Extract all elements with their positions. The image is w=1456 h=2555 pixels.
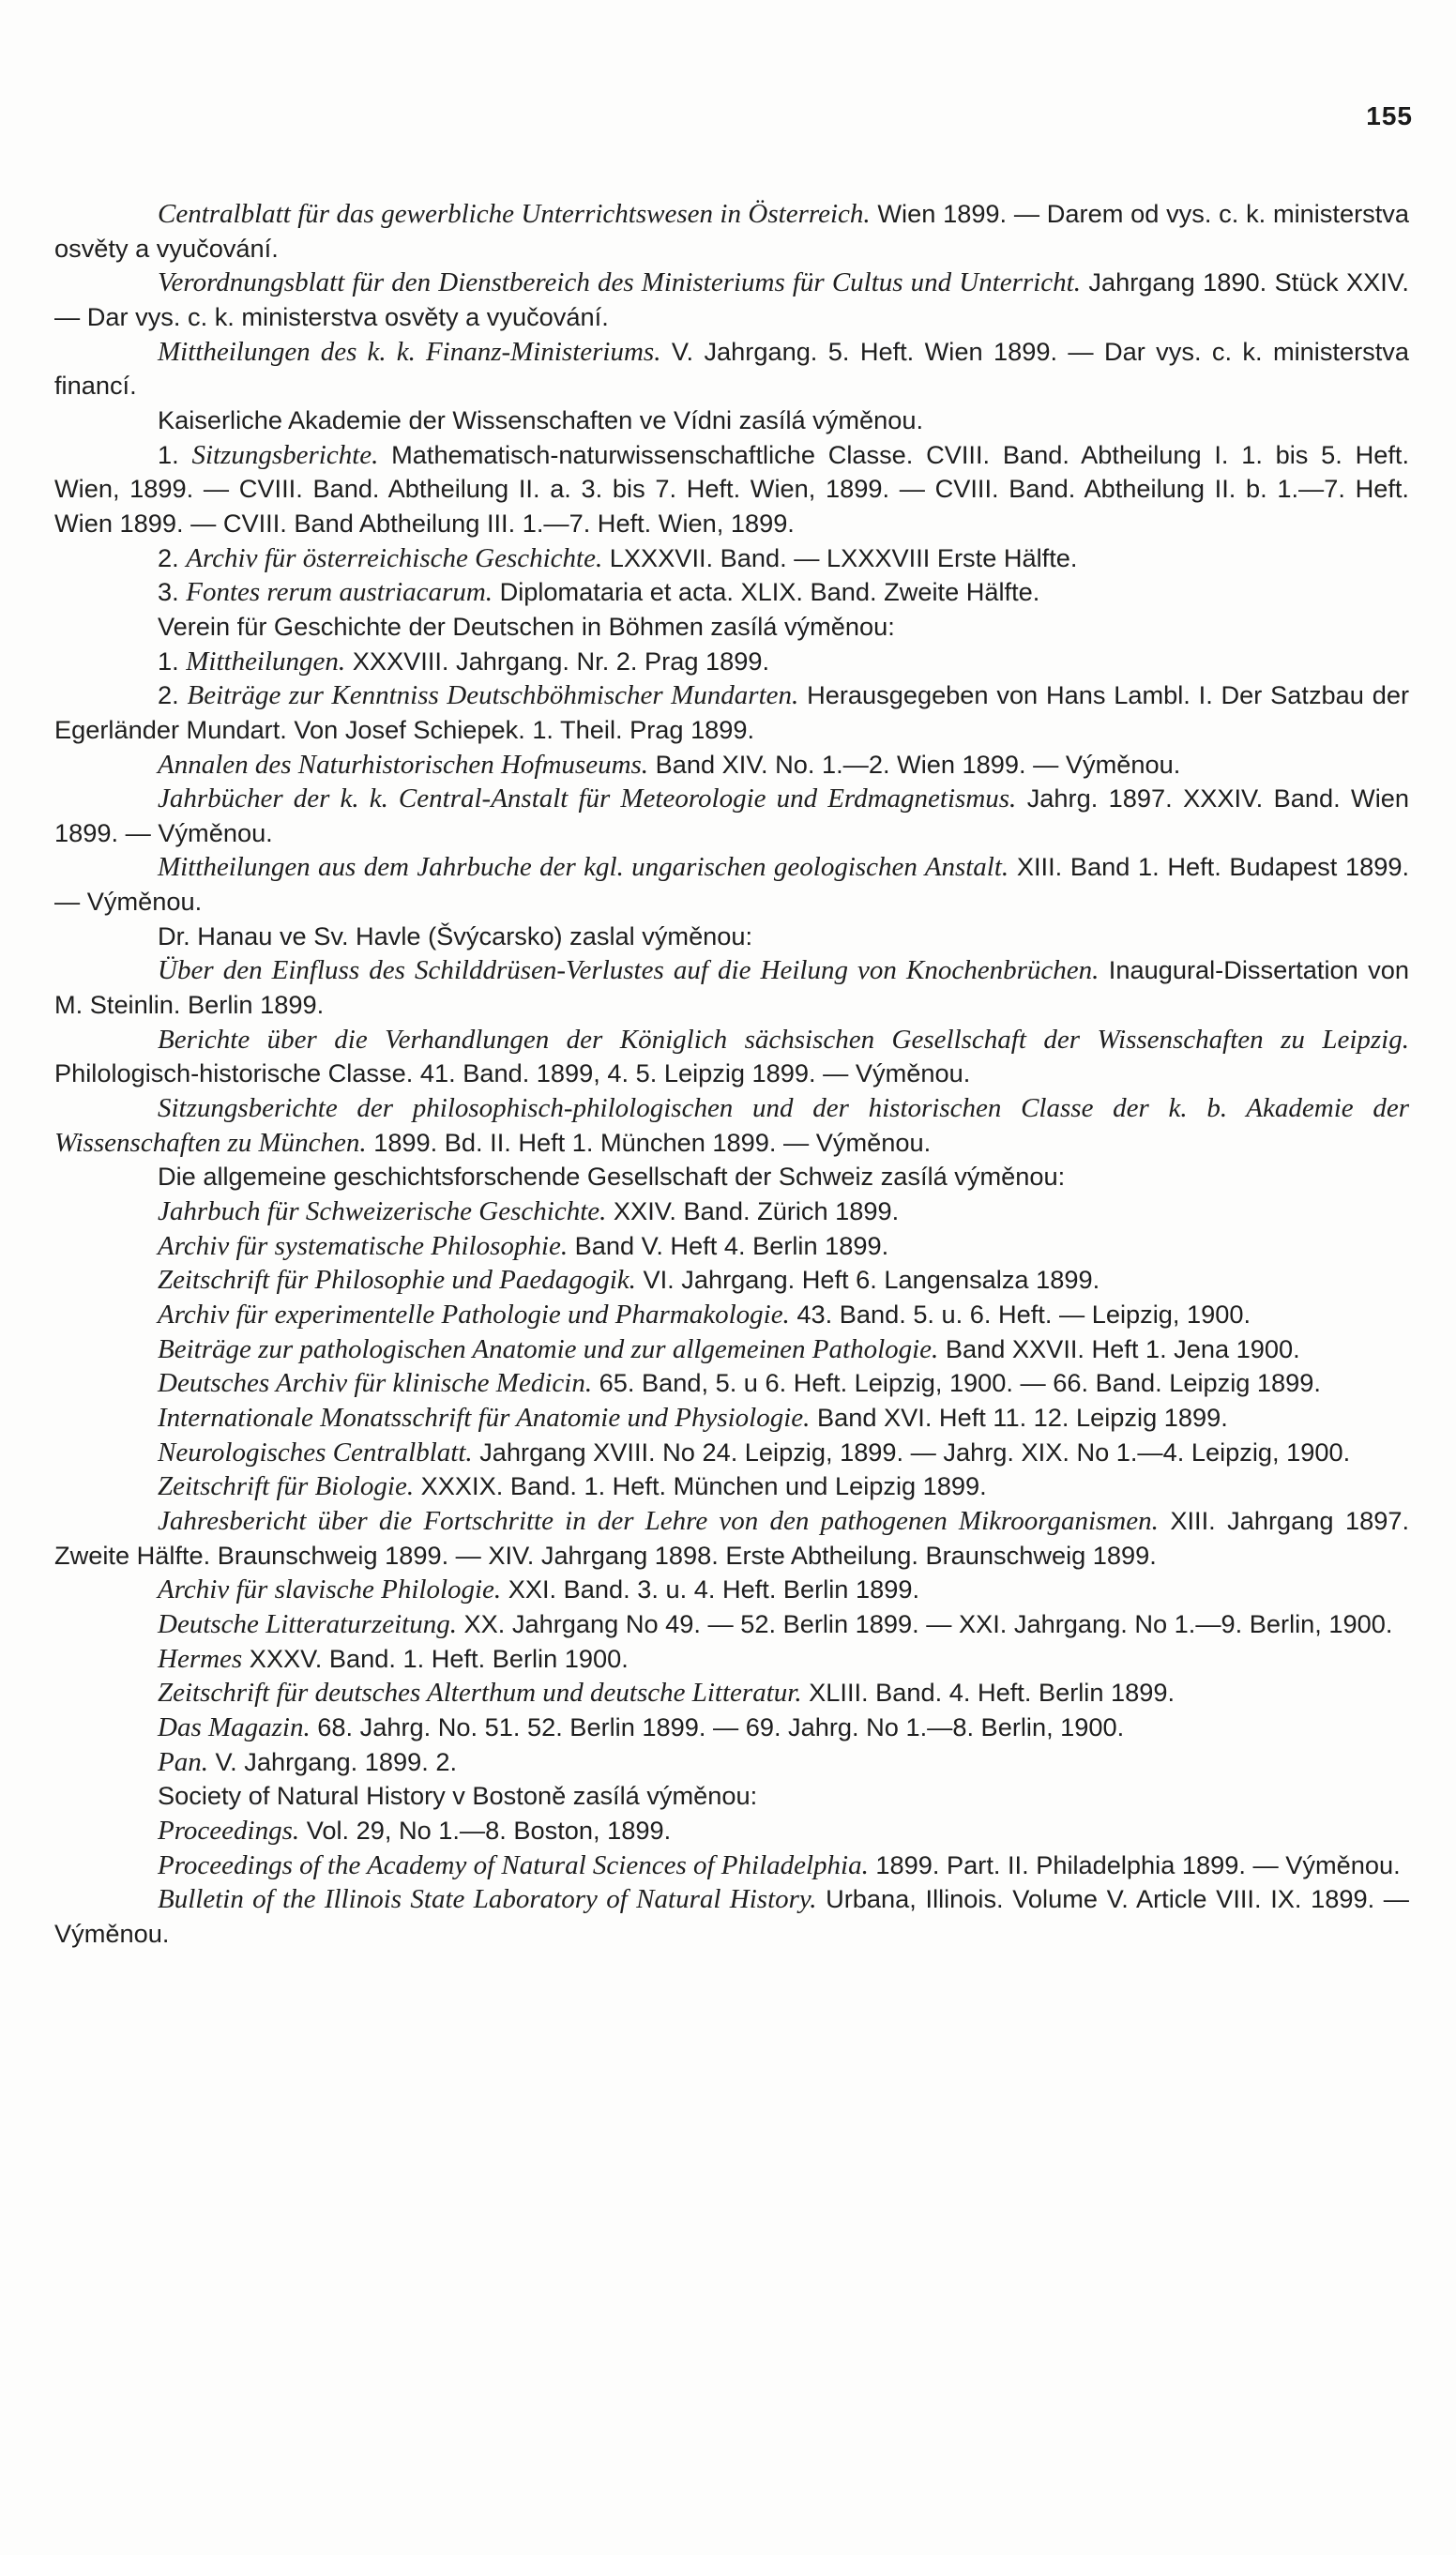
entry-title: Jahresbericht über die Fortschritte in der Lehre von den pathogenen Mikroorganismen. bbox=[158, 1505, 1159, 1536]
entry-text: Die allgemeine geschichtsforschende Gesellschaft der Schweiz zasílá výměnou: bbox=[158, 1162, 1066, 1192]
entry-32 bbox=[54, 1676, 1409, 1711]
entry-title: Mittheilungen aus dem Jahrbuche der kgl. ungarischen geologischen Anstalt. bbox=[158, 852, 1009, 883]
bibliography-list bbox=[54, 197, 1409, 1951]
entry-38 bbox=[54, 1882, 1409, 1951]
entry-text: V. Jahrgang. 1899. 2. bbox=[207, 1746, 458, 1776]
entry-text: 43. Band. 5. u. 6. Heft. — Leipzig, 1900. bbox=[789, 1300, 1251, 1329]
entry-text: 2. bbox=[158, 680, 188, 710]
entry-title: Archiv für systematische Philosophie. bbox=[158, 1230, 569, 1261]
entry-22 bbox=[54, 1298, 1409, 1332]
entry-title: Archiv für österreichische Geschichte. bbox=[186, 542, 603, 573]
entry-title: Deutsche Litteraturzeitung. bbox=[158, 1608, 457, 1639]
entry-title: Centralblatt für das gewerbliche Unterrichtswesen in Österreich. bbox=[158, 199, 871, 229]
entry-text: 3. bbox=[158, 577, 187, 607]
entry-34 bbox=[54, 1745, 1409, 1780]
entry-11 bbox=[54, 748, 1409, 783]
entry-title: Pan. bbox=[158, 1746, 208, 1777]
entry-text: Band XXVII. Heft 1. Jena 1900. bbox=[938, 1333, 1300, 1363]
entry-7 bbox=[54, 575, 1409, 610]
entry-10 bbox=[54, 678, 1409, 747]
entry-title: Beiträge zur Kenntniss Deutschböhmischer Mundarten. bbox=[187, 680, 799, 711]
entry-16 bbox=[54, 1023, 1409, 1091]
entry-text: Philologisch-historische Classe. 41. Band. 1899, 4. 5. Leipzig 1899. — Výměnou. bbox=[54, 1058, 971, 1088]
entry-title: Zeitschrift für deutsches Alterthum und deutsche Litteratur. bbox=[158, 1678, 802, 1709]
entry-text: Band V. Heft 4. Berlin 1899. bbox=[568, 1230, 889, 1260]
entry-text: Diplomataria et acta. XLIX. Band. Zweite Hälfte. bbox=[493, 577, 1040, 607]
entry-text: 1899. Bd. II. Heft 1. München 1899. — Výměnou. bbox=[366, 1127, 932, 1157]
entry-text: Dr. Hanau ve Sv. Havle (Švýcarsko) zaslal výměnou: bbox=[158, 920, 753, 951]
entry-12 bbox=[54, 782, 1409, 850]
entry-36 bbox=[54, 1814, 1409, 1848]
entry-text: 2. bbox=[158, 542, 187, 572]
entry-5 bbox=[54, 438, 1409, 541]
entry-text: Mathematisch-naturwissenschaftliche Classe. CVIII. Band. Abtheilung I. 1. bis 5. Heft. Wien, 1899. — CVIII. Band. Abtheilung II. a. 3. bis 7. Heft. Wien, 1899. — CVIII. Band. Abtheilung II. b. 1.—7. Heft. Wien 1899. — CVIII. Band Abtheilung III. 1.—7. Heft. Wien, 1899. bbox=[54, 439, 1409, 538]
entry-text: 1. bbox=[158, 439, 192, 469]
entry-title: Über den Einfluss des Schilddrüsen-Verlustes auf die Heilung von Knochenbrüchen. bbox=[158, 955, 1100, 986]
entry-text: Wien 1899. — Darem od vys. c. k. ministerstva osvěty a vyučování. bbox=[54, 199, 1409, 263]
entry-text: Inaugural-Dissertation von M. Steinlin. Berlin 1899. bbox=[54, 955, 1409, 1020]
entry-title: Das Magazin. bbox=[158, 1711, 311, 1742]
entry-text: Kaiserliche Akademie der Wissenschaften ve Vídni zasílá výměnou. bbox=[158, 404, 924, 434]
entry-18 bbox=[54, 1160, 1409, 1194]
entry-text: XXIV. Band. Zürich 1899. bbox=[606, 1196, 900, 1226]
entry-9 bbox=[54, 645, 1409, 679]
entry-23 bbox=[54, 1332, 1409, 1367]
entry-title: Internationale Monatsschrift für Anatomie und Physiologie. bbox=[158, 1402, 811, 1433]
entry-24 bbox=[54, 1366, 1409, 1401]
entry-text: Vol. 29, No 1.—8. Boston, 1899. bbox=[299, 1815, 672, 1845]
entry-text: Jahrgang 1890. Stück XXIV. — Dar vys. c. k. ministerstva osvěty a vyučování. bbox=[54, 267, 1409, 331]
entry-text: XXXVIII. Jahrgang. Nr. 2. Prag 1899. bbox=[345, 646, 770, 676]
entry-text: Band XVI. Heft 11. 12. Leipzig 1899. bbox=[810, 1402, 1228, 1432]
entry-27 bbox=[54, 1469, 1409, 1504]
entry-text: Urbana, Illinois. Volume V. Article VIII. IX. 1899. — Výměnou. bbox=[54, 1884, 1409, 1948]
entry-title: Mittheilungen. bbox=[186, 646, 346, 677]
entry-20 bbox=[54, 1229, 1409, 1264]
entry-text: Verein für Geschichte der Deutschen in Böhmen zasílá výměnou: bbox=[158, 611, 895, 641]
entry-text: VI. Jahrgang. Heft 6. Langensalza 1899. bbox=[635, 1265, 1100, 1295]
entry-title: Beiträge zur pathologischen Anatomie und zur allgemeinen Pathologie. bbox=[158, 1333, 939, 1364]
entry-8 bbox=[54, 610, 1409, 645]
entry-37 bbox=[54, 1848, 1409, 1883]
entry-title: Zeitschrift für Biologie. bbox=[158, 1471, 415, 1502]
entry-text: Jahrg. 1897. XXXIV. Band. Wien 1899. — Výměnou. bbox=[54, 783, 1409, 847]
entry-text: XXXIX. Band. 1. Heft. München und Leipzig 1899. bbox=[414, 1471, 987, 1501]
entry-17 bbox=[54, 1091, 1409, 1160]
entry-1 bbox=[54, 197, 1409, 266]
entry-text: Herausgegeben von Hans Lambl. I. Der Satzbau der Egerländer Mundart. Von Josef Schiepek. 1. Theil. Prag 1899. bbox=[54, 680, 1410, 744]
entry-text: Band XIV. No. 1.—2. Wien 1899. — Výměnou. bbox=[648, 749, 1181, 779]
entry-text: XIII. Jahrgang 1897. Zweite Hälfte. Braunschweig 1899. — XIV. Jahrgang 1898. Erste Abtheilung. Braunschweig 1899. bbox=[54, 1505, 1409, 1570]
entry-title: Sitzungsberichte der philosophisch-philologischen und der historischen Classe der k. b. Akademie der Wissenschaften zu München. bbox=[54, 1093, 1409, 1158]
entry-25 bbox=[54, 1401, 1409, 1436]
entry-33 bbox=[54, 1711, 1409, 1745]
entry-30 bbox=[54, 1607, 1409, 1642]
entry-title: Zeitschrift für Philosophie und Paedagogik. bbox=[158, 1265, 636, 1296]
entry-text: 68. Jahrg. No. 51. 52. Berlin 1899. — 69. Jahrg. No 1.—8. Berlin, 1900. bbox=[310, 1711, 1125, 1741]
entry-31 bbox=[54, 1642, 1409, 1677]
entry-title: Proceedings. bbox=[158, 1815, 300, 1846]
entry-26 bbox=[54, 1436, 1409, 1470]
entry-text: 1899. Part. II. Philadelphia 1899. — Výměnou. bbox=[868, 1849, 1401, 1879]
entry-text: 65. Band, 5. u 6. Heft. Leipzig, 1900. — 66. Band. Leipzig 1899. bbox=[592, 1368, 1321, 1398]
entry-text: Society of Natural History v Bostoně zasílá výměnou: bbox=[158, 1781, 758, 1811]
entry-text: LXXXVII. Band. — LXXXVIII Erste Hälfte. bbox=[602, 542, 1078, 572]
entry-35 bbox=[54, 1779, 1409, 1814]
entry-2 bbox=[54, 266, 1409, 334]
entry-text: XIII. Band 1. Heft. Budapest 1899. — Výměnou. bbox=[54, 852, 1410, 917]
entry-title: Deutsches Archiv für klinische Medicin. bbox=[158, 1368, 593, 1399]
entry-6 bbox=[54, 541, 1409, 576]
entry-text: V. Jahrgang. 5. Heft. Wien 1899. — Dar vys. c. k. ministerstva financí. bbox=[54, 336, 1410, 401]
entry-title: Archiv für experimentelle Pathologie und Pharmakologie. bbox=[158, 1300, 790, 1330]
entry-text: XXI. Band. 3. u. 4. Heft. Berlin 1899. bbox=[501, 1574, 920, 1604]
entry-13 bbox=[54, 850, 1409, 919]
entry-title: Archiv für slavische Philologie. bbox=[158, 1574, 502, 1605]
entry-text: XX. Jahrgang No 49. — 52. Berlin 1899. — XXI. Jahrgang. No 1.—9. Berlin, 1900. bbox=[456, 1608, 1393, 1638]
entry-text: XXXV. Band. 1. Heft. Berlin 1900. bbox=[242, 1643, 629, 1673]
entry-19 bbox=[54, 1194, 1409, 1229]
entry-title: Proceedings of the Academy of Natural Sciences of Philadelphia. bbox=[158, 1849, 869, 1880]
entry-title: Berichte über die Verhandlungen der Königlich sächsischen Gesellschaft der Wissenschaften zu Leipzig. bbox=[158, 1024, 1409, 1055]
entry-text: XLIII. Band. 4. Heft. Berlin 1899. bbox=[801, 1678, 1175, 1708]
entry-title: Sitzungsberichte. bbox=[191, 439, 379, 470]
entry-title: Annalen des Naturhistorischen Hofmuseums. bbox=[158, 749, 649, 780]
entry-text: 1. bbox=[158, 646, 187, 676]
entry-title: Fontes rerum austriacarum. bbox=[186, 577, 493, 608]
entry-29 bbox=[54, 1573, 1409, 1607]
entry-title: Neurologisches Centralblatt. bbox=[158, 1437, 473, 1468]
entry-title: Verordnungsblatt für den Dienstbereich des Ministeriums für Cultus und Unterricht. bbox=[158, 267, 1081, 298]
entry-3 bbox=[54, 335, 1409, 403]
entry-title: Bulletin of the Illinois State Laboratory of Natural History. bbox=[158, 1884, 817, 1915]
entry-title: Jahrbücher der k. k. Central-Anstalt für Meteorologie und Erdmagnetismus. bbox=[158, 783, 1017, 814]
entry-15 bbox=[54, 953, 1409, 1022]
entry-4 bbox=[54, 403, 1409, 438]
entry-28 bbox=[54, 1504, 1409, 1573]
entry-title: Jahrbuch für Schweizerische Geschichte. bbox=[158, 1196, 607, 1227]
entry-title: Hermes bbox=[158, 1643, 243, 1674]
entry-21 bbox=[54, 1263, 1409, 1298]
page-number: 155 bbox=[1366, 101, 1413, 130]
entry-text: Jahrgang XVIII. No 24. Leipzig, 1899. — Jahrg. XIX. No 1.—4. Leipzig, 1900. bbox=[472, 1437, 1351, 1467]
entry-title: Mittheilungen des k. k. Finanz-Ministeriums. bbox=[158, 336, 661, 367]
entry-14 bbox=[54, 920, 1409, 954]
